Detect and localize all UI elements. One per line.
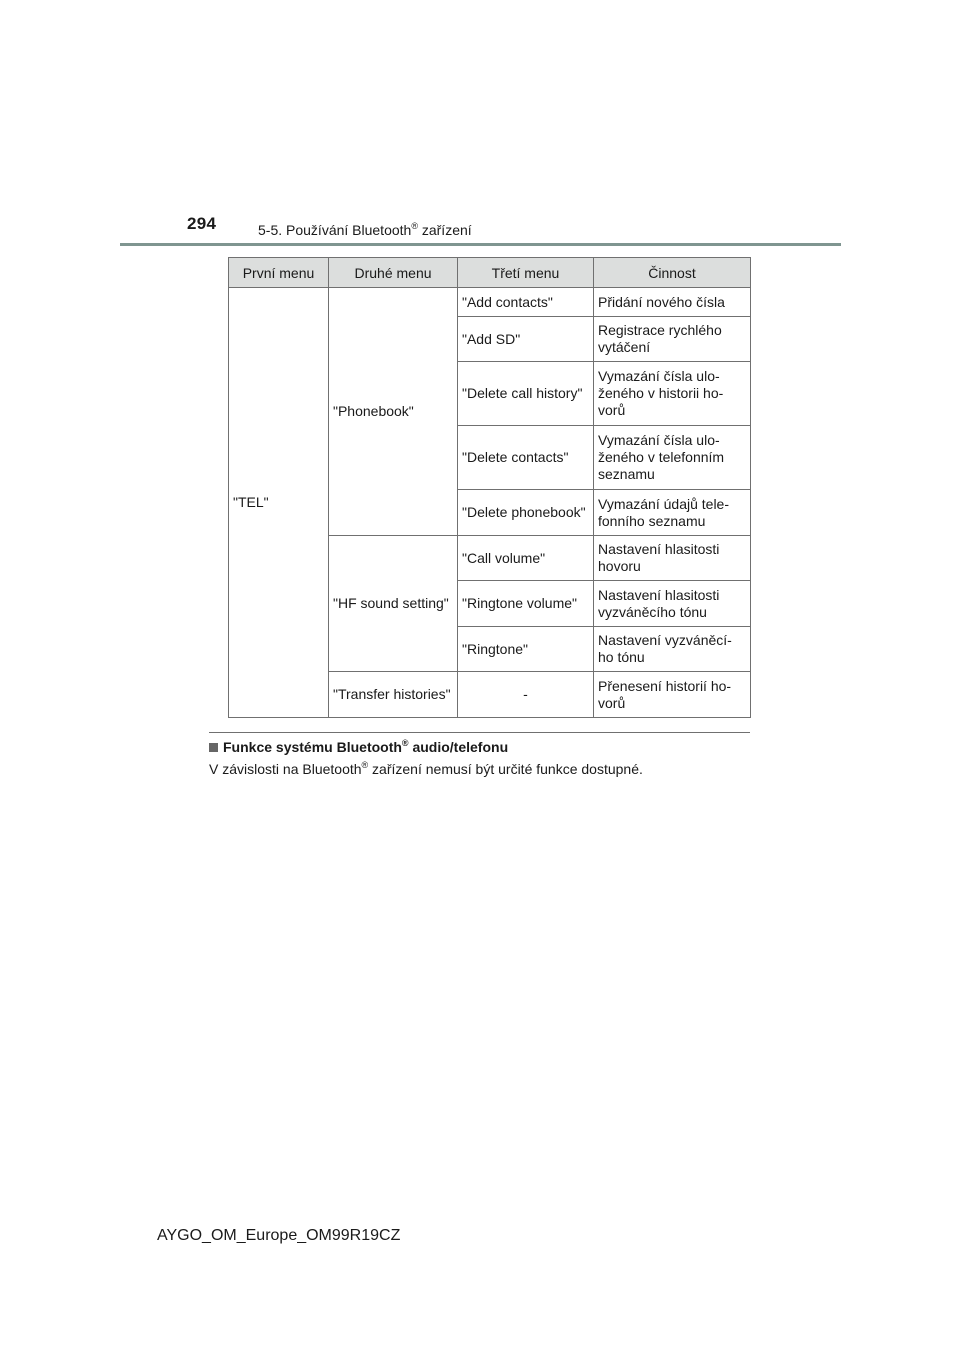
third-menu-cell: "Delete call history" (458, 362, 594, 426)
section-title (258, 222, 472, 238)
note-body (209, 761, 643, 777)
note-body-prefix: V závislosti na Bluetooth (209, 761, 362, 777)
section-title-prefix: 5-5. Používání Bluetooth (258, 222, 412, 238)
column-header-third-menu: Třetí menu (458, 258, 594, 288)
action-cell: Vymazání údajů tele-fonního seznamu (594, 490, 751, 536)
third-menu-cell: - (458, 672, 594, 718)
action-cell: Vymazání čísla ulo-ženého v telefonním seznamu (594, 426, 751, 490)
registered-mark: ® (401, 738, 409, 748)
action-cell: Nastavení hlasitosti hovoru (594, 536, 751, 581)
registered-mark: ® (411, 221, 418, 231)
third-menu-cell: "Add contacts" (458, 288, 594, 317)
registered-mark: ® (361, 760, 369, 770)
footer-document-code: AYGO_OM_Europe_OM99R19CZ (157, 1227, 401, 1244)
note-heading-text (223, 739, 508, 755)
action-cell: Přidání nového čísla (594, 288, 751, 317)
third-menu-cell: "Delete contacts" (458, 426, 594, 490)
third-menu-cell: "Call volume" (458, 536, 594, 581)
third-menu-cell: "Ringtone" (458, 627, 594, 672)
first-menu-cell: "TEL" (229, 288, 329, 718)
column-header-first-menu: První menu (229, 258, 329, 288)
note-heading-prefix: Funkce systému Bluetooth (223, 739, 402, 755)
note-heading (209, 739, 508, 755)
column-header-second-menu: Druhé menu (329, 258, 458, 288)
third-menu-cell: "Ringtone volume" (458, 581, 594, 627)
note-body-suffix: zařízení nemusí být určité funkce dostupné. (368, 761, 643, 777)
note-heading-suffix: audio/telefonu (408, 739, 509, 755)
table-header-row (229, 258, 751, 288)
square-bullet-icon (209, 743, 218, 752)
column-header-action: Činnost (594, 258, 751, 288)
note-divider (209, 732, 750, 733)
page-number: 294 (187, 214, 217, 233)
action-cell: Nastavení vyzváněcí-ho tónu (594, 627, 751, 672)
action-cell: Registrace rychlého vytáčení (594, 317, 751, 362)
third-menu-cell: "Add SD" (458, 317, 594, 362)
section-title-suffix: zařízení (417, 222, 472, 238)
second-menu-cell-phonebook: "Phonebook" (329, 288, 458, 536)
menu-table (228, 257, 751, 718)
third-menu-cell: "Delete phonebook" (458, 490, 594, 536)
action-cell: Přenesení historií ho-vorů (594, 672, 751, 718)
action-cell: Vymazání čísla ulo-ženého v historii ho-vorů (594, 362, 751, 426)
header-rule (120, 243, 841, 246)
second-menu-cell-transfer: "Transfer histories" (329, 672, 458, 718)
action-cell: Nastavení hlasitosti vyzváněcího tónu (594, 581, 751, 627)
second-menu-cell-hf-sound: "HF sound setting" (329, 536, 458, 672)
table-row (229, 288, 751, 317)
